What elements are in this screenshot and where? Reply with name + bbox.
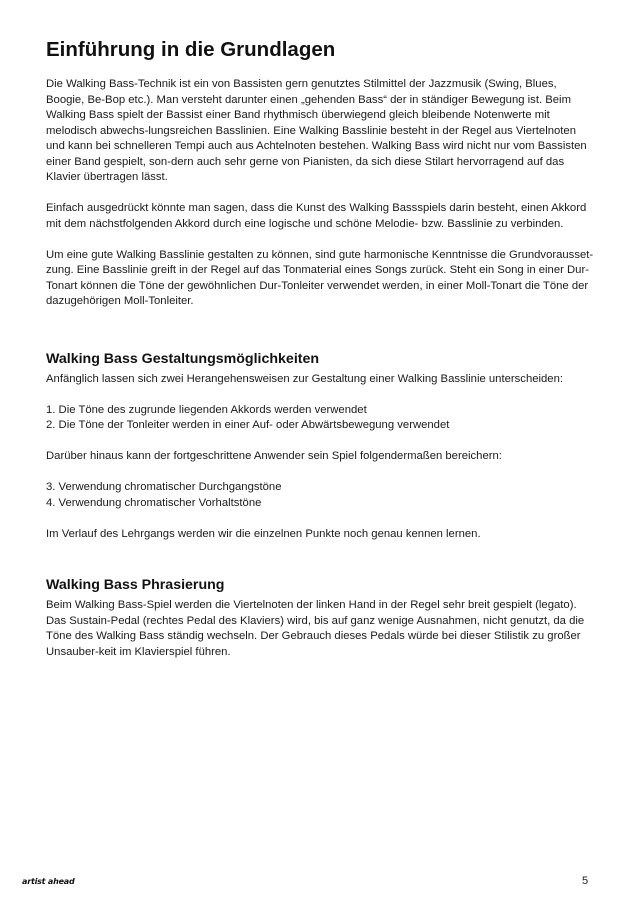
section-paragraph: Beim Walking Bass-Spiel werden die Viertelnoten der linken Hand in der Regel sehr breit gespielt (legato). Das Sustain-Pedal (rechtes Pedal des Klaviers) wird, bis auf ganz wenige Ausnahmen, nicht genutzt, da die Töne des Walking Bass ständig wechseln. Der Gebrauch dieses Pedals würde bei dieser Stilistik zu großer Unsauber-keit im Klavierspiel führen. [46, 599, 585, 658]
section-lead: Anfänglich lassen sich zwei Herangehensweisen zur Gestaltung einer Walking Basslinie unterscheiden: [46, 372, 564, 385]
list-item: 4. Verwendung chromatischer Vorhaltstöne [46, 496, 262, 509]
publisher-logo: artist ahead [22, 877, 75, 886]
page-number: 5 [582, 875, 589, 887]
list-item: 1. Die Töne des zugrunde liegenden Akkords werden verwendet [46, 403, 367, 416]
page-title: Einführung in die Grundlagen [46, 38, 336, 61]
list-item: 3. Verwendung chromatischer Durchgangstöne [46, 481, 282, 493]
intro-paragraph: Die Walking Bass-Technik ist ein von Bassisten gern genutztes Stilmittel der Jazzmusik (Swing, Blues, Boogie, Be-Bop etc.). Man versteht darunter einen „gehenden Bass“ der in ständiger Bewegung ist. Beim Walking Bass spielt der Bassist einer Band rhythmisch überwiegend gleich bleibende Notenwerte mit melodisch abwechs-lungsreichen Basslinien. Eine Walking Basslinie besteht in der Regel aus Viertelnoten und kann bei schnelleren Tempi auch aus Achtelnoten bestehen. Walking Bass wird nicht nur vom Bassisten einer Band gespielt, son-dern auch sehr gerne von Pianisten, da sich diese Stilart hervorragend auf das Klavier übertragen lässt. [46, 78, 587, 183]
list-item: 2. Die Töne der Tonleiter werden in einer Auf- oder Abwärtsbewegung verwendet [46, 419, 450, 431]
section-paragraph: Im Verlauf des Lehrgangs werden wir die einzelnen Punkte noch genau kennen lernen. [46, 527, 481, 540]
section-paragraph: Darüber hinaus kann der fortgeschrittene Anwender sein Spiel folgendermaßen bereichern: [46, 450, 502, 462]
section-heading-gestaltung: Walking Bass Gestaltungsmöglichkeiten [46, 350, 320, 367]
intro-paragraph: Einfach ausgedrückt könnte man sagen, dass die Kunst des Walking Bassspiels darin besteht, einen Akkord mit dem nächstfolgenden Akkord durch eine logische und schöne Melodie- bzw. Basslinie zu verbinden. [46, 202, 587, 230]
section-heading-phrasierung: Walking Bass Phrasierung [46, 577, 225, 593]
page-content [46, 77, 594, 660]
intro-paragraph: Um eine gute Walking Basslinie gestalten zu können, sind gute harmonische Kenntnisse die Grundvorausset-zung. Eine Basslinie greift in der Regel auf das Tonmaterial eines Songs zurück. Steht ein Song in einer Dur-Tonart können die Töne der gewöhnlichen Dur-Tonleiter verwendet werden, in einer Moll-Tonart die Töne der dazugehörigen Moll-Tonleiter. [46, 248, 594, 307]
